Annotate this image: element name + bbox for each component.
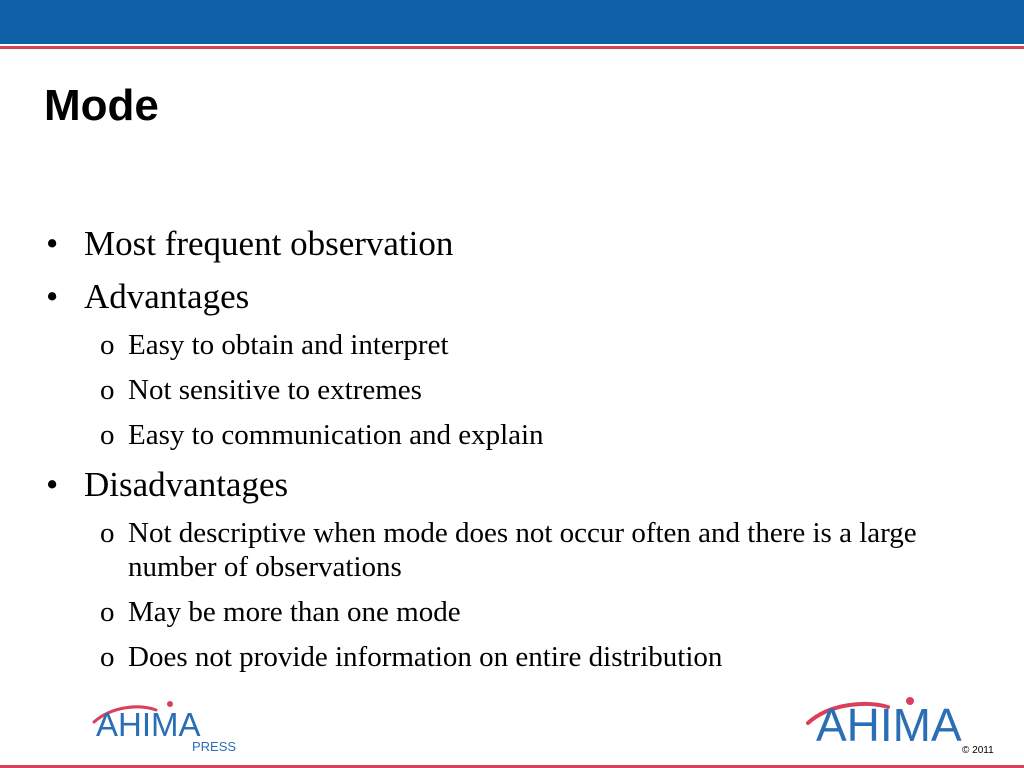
- bullet-item: [46, 275, 946, 319]
- sub-bullet-marker: o: [100, 374, 115, 406]
- bullet-text: Disadvantages: [84, 465, 289, 504]
- ahima-logo: [806, 693, 1006, 745]
- sub-bullet-item: [100, 418, 946, 452]
- header-divider: [0, 46, 1024, 49]
- bullet-item: [46, 222, 946, 266]
- bullet-marker: •: [46, 465, 59, 504]
- sub-bullet-text: May be more than one mode: [128, 596, 461, 628]
- sub-bullet-marker: o: [100, 419, 115, 451]
- logo-right-wordmark: AHIMA: [816, 699, 962, 745]
- header-bar: [0, 0, 1024, 44]
- sub-bullet-marker: o: [100, 596, 115, 628]
- sub-bullet-text: Does not provide information on entire distribution: [128, 641, 723, 673]
- slide-title: Mode: [44, 81, 159, 130]
- bullet-list: [46, 222, 946, 685]
- bullet-marker: •: [46, 277, 59, 316]
- bullet-text: Advantages: [84, 277, 250, 316]
- sub-bullet-marker: o: [100, 641, 115, 673]
- bullet-item: [46, 463, 946, 507]
- sub-bullet-marker: o: [100, 329, 115, 361]
- ahima-press-logo: [92, 698, 242, 754]
- sub-bullet-item: [100, 595, 946, 629]
- sub-bullet-item: [100, 373, 946, 407]
- sub-bullet-item: [100, 516, 946, 584]
- sub-bullet-text: Easy to communication and explain: [128, 419, 544, 451]
- bullet-marker: •: [46, 224, 59, 263]
- logo-left-wordmark: AHIMA: [96, 706, 201, 743]
- sub-bullet-marker: o: [100, 517, 115, 549]
- sub-bullet-text: Not sensitive to extremes: [128, 374, 422, 406]
- sub-bullet-text: Not descriptive when mode does not occur often and there is a large number of observations: [128, 517, 917, 583]
- sub-bullet-text: Easy to obtain and interpret: [128, 329, 449, 361]
- logo-left-subtitle: PRESS: [192, 739, 237, 754]
- copyright-notice: © 2011: [962, 745, 994, 756]
- sub-bullet-item: [100, 328, 946, 362]
- bullet-text: Most frequent observation: [84, 224, 454, 263]
- sub-bullet-item: [100, 640, 946, 674]
